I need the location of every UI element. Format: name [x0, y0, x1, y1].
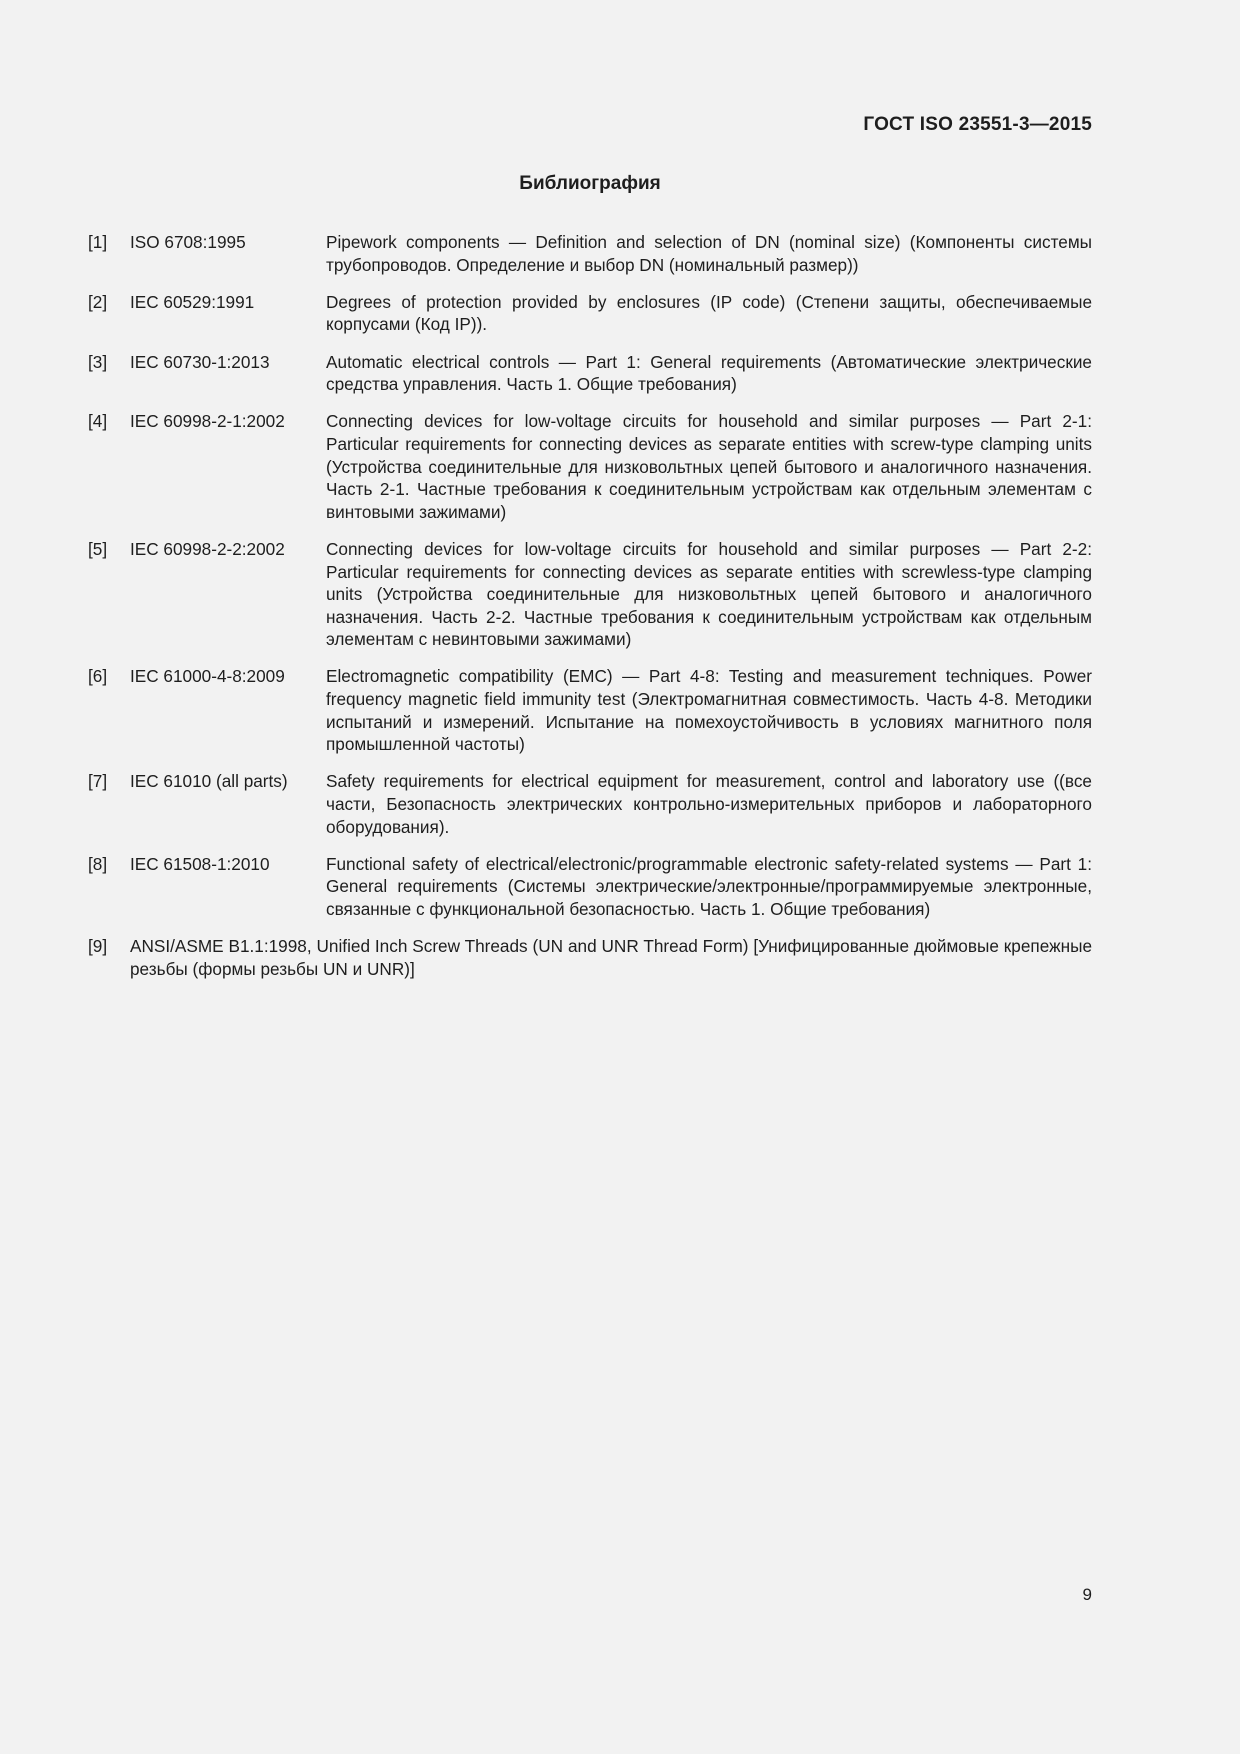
bibliography-entry [88, 770, 1092, 838]
entry-title: Pipework components — Definition and selection of DN (nominal size) (Компоненты системы трубопроводов. Определение и выбор DN (номинальный размер)) [326, 232, 1092, 275]
entry-title: Functional safety of electrical/electronic/programmable electronic safety-related systems — Part 1: General requirements (Системы электрические/электронные/программируемые электронные, связанные с функциональной безопасностью. Часть 1. Общие требования) [326, 853, 1092, 919]
bibliography-entry [88, 853, 1092, 921]
page-number: 9 [1082, 1585, 1092, 1604]
entry-number: [3] [88, 351, 108, 372]
entry-standard-code: IEC 61010 (all parts) [130, 771, 288, 792]
entry-title: Connecting devices for low-voltage circuits for household and similar purposes — Part 2-2: Particular requirements for connecting devices as separate entities with screwless-type clamping units (Устройства соединительные для низковольтных цепей бытового и аналогичного назначения. Часть 2-2. Частные требования к соединительным устройствам как отдельным элементам с невинтовыми зажимами) [326, 538, 1092, 650]
entry-standard-code: ISO 6708:1995 [130, 232, 246, 252]
entry-standard-code: IEC 61508-1:2010 [130, 853, 270, 874]
bibliography-list [88, 231, 1092, 995]
entry-number: [9] [88, 936, 108, 957]
entry-number: [5] [88, 538, 108, 559]
entry-title: Safety requirements for electrical equipment for measurement, control and laboratory use ((все части, Безопасность электрических контрольно-измерительных приборов и лабораторного оборудования). [326, 771, 1092, 837]
document-standard-id: ГОСТ ISO 23551-3—2015 [863, 114, 1092, 135]
entry-number: [7] [88, 771, 108, 792]
bibliography-entry [88, 351, 1092, 396]
entry-title: Connecting devices for low-voltage circuits for household and similar purposes — Part 2-1: Particular requirements for connecting devices as separate entities with screw-type clamping units (Устройства соединительные для низковольтных цепей бытового и аналогичного назначения. Часть 2-1. Частные требования к соединительным устройствам как отдельным элементам с винтовыми зажимами) [326, 411, 1092, 522]
entry-number: [1] [88, 232, 108, 252]
entry-number: [2] [88, 291, 108, 312]
entry-standard-code: IEC 60998-2-1:2002 [130, 411, 285, 432]
bibliography-entry [88, 410, 1092, 523]
bibliography-entry [88, 935, 1092, 980]
entry-number: [4] [88, 411, 108, 432]
bibliography-entry [88, 538, 1092, 651]
entry-title: Degrees of protection provided by enclosures (IP code) (Степени защиты, обеспечиваемые корпусами (Код IP)). [326, 291, 1092, 335]
entry-number: [8] [88, 853, 108, 874]
entry-title: Electromagnetic compatibility (EMC) — Part 4-8: Testing and measurement techniques. Power frequency magnetic field immunity test (Электромагнитная совместимость. Часть 4-8. Методики испытаний и измерений. Испытание на помехоустойчивость в условиях магнитного поля промышленной частоты) [326, 666, 1092, 755]
section-title: Библиография [519, 173, 661, 194]
entry-standard-code: IEC 60529:1991 [130, 291, 255, 312]
entry-full-text: ANSI/ASME B1.1:1998, Unified Inch Screw Threads (UN and UNR Thread Form) [Унифицированные дюймовые крепежные резьбы (формы резьбы UN и UNR)] [130, 936, 1092, 979]
bibliography-entry [88, 231, 1092, 276]
bibliography-entry [88, 291, 1092, 336]
entry-title: Automatic electrical controls — Part 1: General requirements (Автоматические электрические средства управления. Часть 1. Общие требования) [326, 351, 1092, 395]
entry-standard-code: IEC 61000-4-8:2009 [130, 666, 285, 687]
entry-number: [6] [88, 666, 108, 687]
entry-standard-code: IEC 60998-2-2:2002 [130, 538, 285, 559]
bibliography-entry [88, 665, 1092, 755]
entry-standard-code: IEC 60730-1:2013 [130, 351, 270, 372]
